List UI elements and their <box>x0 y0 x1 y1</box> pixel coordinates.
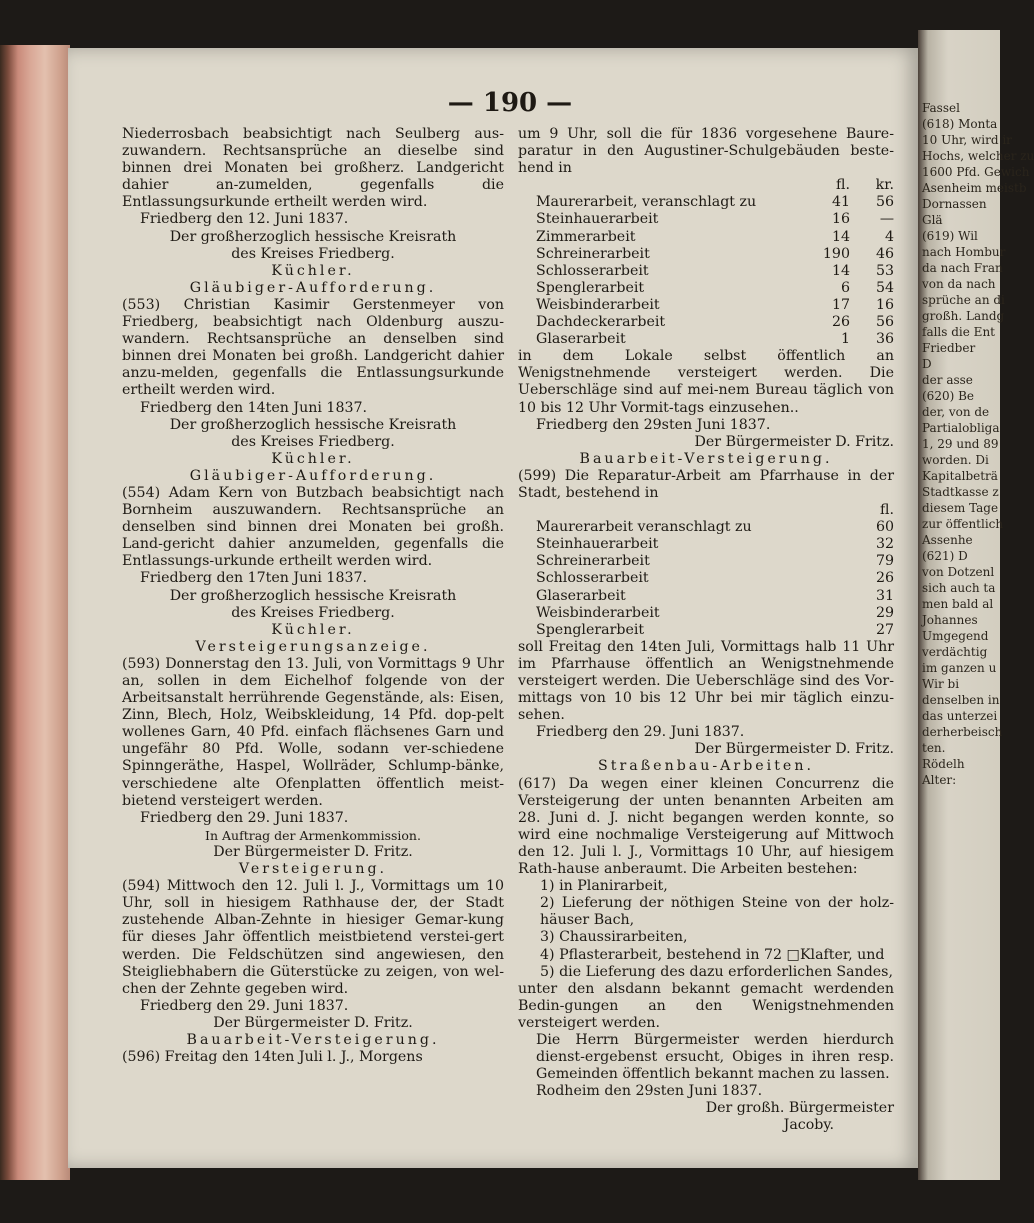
work-kr: 4 <box>884 228 894 245</box>
text-fragment: men bald al <box>922 597 994 611</box>
work-label: Steinhauerarbeit <box>536 536 659 553</box>
signature-line: Der großherzoglich hessische Kreisrath <box>169 587 457 604</box>
text-fragment: Hochs, welcher zu <box>922 149 1034 163</box>
signature-line: Der großherzoglich hessische Kreisrath <box>169 228 457 245</box>
work-label: Glaserarbeit <box>536 587 626 604</box>
book-edge <box>0 45 70 1180</box>
work-kr: 46 <box>875 245 894 262</box>
list-item: 2) Lieferung der nöthigen Steine von der holz-häuser Bach, <box>540 895 894 929</box>
commission-line: In Auftrag der Armenkommission. <box>205 827 421 843</box>
work-fl: 27 <box>875 621 894 638</box>
text-fragment: Glä <box>922 213 943 227</box>
works-list-1 <box>518 194 894 348</box>
work-fl: 14 <box>831 262 850 279</box>
table-row <box>518 553 894 570</box>
currency-header-kr: kr. <box>875 177 894 194</box>
text-fragment: das unterzei <box>922 709 998 723</box>
next-page-edge <box>918 30 1034 1180</box>
text-fragment: der asse <box>922 373 973 387</box>
table-row <box>518 280 894 297</box>
table-row <box>518 605 894 622</box>
work-label: Steinhauerarbeit <box>536 211 659 228</box>
table-header <box>518 177 894 194</box>
page-number: — 190 — <box>447 88 573 118</box>
table-row <box>518 519 894 536</box>
work-label: Schreinerarbeit <box>536 245 650 262</box>
right-column <box>518 126 894 1135</box>
text-fragment: 10 Uhr, wird ir <box>922 133 1012 147</box>
text-fragment: nach Hombur <box>922 245 1006 259</box>
work-fl: 41 <box>831 194 850 211</box>
text-paragraph: in dem Lokale selbst öffentlich an Wenigstnehmende versteigert werden. Die Ueberschläge sind auf mei-nem Bureau täglich von 10 bis 12 Uhr Vormit-tags einzusehen.. <box>518 348 894 416</box>
work-kr: 54 <box>875 279 894 296</box>
section-heading: Versteigerungsanzeige. <box>195 638 431 655</box>
date-line: Rodheim den 29sten Juni 1837. <box>536 1083 763 1100</box>
text-fragment: Dornassen <box>922 197 987 211</box>
text-fragment: 1, 29 und 89 <box>922 437 999 451</box>
text-paragraph: um 9 Uhr, soll die für 1836 vorgesehene Baure-paratur in den Augustiner-Schulgebäuden beste-hend in <box>518 126 894 177</box>
table-row <box>518 194 894 211</box>
works-list-2 <box>518 519 894 639</box>
date-line: Friedberg den 12. Juni 1837. <box>140 211 349 228</box>
text-fragment: worden. Di <box>922 453 989 467</box>
work-label: Spenglerarbeit <box>536 279 645 296</box>
text-paragraph: (596) Freitag den 14ten Juli l. J., Morgens <box>122 1049 423 1066</box>
text-paragraph: unter den alsdann bekannt gemacht werdenden Bedin-gungen an den Wenigstnehmenden versteigert werden. <box>518 980 894 1031</box>
date-line: Friedberg den 29sten Juni 1837. <box>536 416 771 433</box>
text-fragment: Rödelh <box>922 757 965 771</box>
work-label: Weisbinderarbeit <box>536 296 660 313</box>
text-fragment: (619) Wil <box>922 229 978 243</box>
work-label: Maurerarbeit, veranschlagt zu <box>536 194 757 211</box>
table-row <box>518 622 894 639</box>
text-fragment: sich auch ta <box>922 581 996 595</box>
work-kr: 56 <box>875 194 894 211</box>
text-paragraph: Die Herrn Bürgermeister werden hierdurch dienst-ergebenst ersucht, Obiges in ihren resp. Gemeinden öffentlich bekannt machen zu lassen. <box>536 1031 894 1083</box>
table-row <box>518 314 894 331</box>
work-fl: 31 <box>875 587 894 604</box>
list-item: 1) in Planirarbeit, <box>540 878 668 895</box>
signature-name: Jacoby. <box>783 1117 834 1134</box>
work-label: Zimmerarbeit <box>536 228 636 245</box>
work-fl: 79 <box>875 553 894 570</box>
section-heading: Bauarbeit-Versteigerung. <box>579 450 833 467</box>
signature-name: Küchler. <box>271 621 355 638</box>
text-fragment: Johannes <box>922 613 978 627</box>
text-fragment: denselben in <box>922 693 1000 707</box>
signature-line: Der großherzoglich hessische Kreisrath <box>169 416 457 433</box>
text-fragment: sprüche an di <box>922 293 1005 307</box>
work-label: Maurerarbeit veranschlagt zu <box>536 519 752 536</box>
work-fl: 14 <box>831 228 850 245</box>
table-header <box>518 502 894 519</box>
table-row <box>518 229 894 246</box>
date-line: Friedberg den 29. Juni 1837. <box>536 724 745 741</box>
left-column <box>122 126 504 1066</box>
text-fragment: Umgegend <box>922 629 989 643</box>
text-paragraph: (617) Da wegen einer kleinen Concurrenz die Versteigerung der unten benannten Arbeiten am 28. Juni d. J. nicht begangen werden konnte, so wird eine nochmalige Versteigerung auf Mittwoch den 12. Juli l. J., Vormittags 10 Uhr, auf hiesigem Rath-hause anberaumt. Die Arbeiten bestehen: <box>518 775 894 878</box>
signature-line: Der großh. Bürgermeister <box>705 1100 894 1117</box>
text-paragraph: Niederrosbach beabsichtigt nach Seulberg aus-zuwandern. Rechtsansprüche an dieselbe sind binnen drei Monaten bei großherz. Landgericht dahier an-zumelden, gegenfalls die Entlassungsurkunde ertheilt werden wird. <box>122 126 504 211</box>
text-fragment: D <box>922 357 932 371</box>
text-fragment: Partialobliga <box>922 421 1000 435</box>
work-kr: 16 <box>875 296 894 313</box>
work-label: Spenglerarbeit <box>536 621 645 638</box>
table-row <box>518 263 894 280</box>
text-paragraph: (599) Die Reparatur-Arbeit am Pfarrhause in der Stadt, bestehend in <box>518 467 894 501</box>
text-fragment: ten. <box>922 741 946 755</box>
work-fl: 60 <box>875 519 894 536</box>
signature-line: Der Bürgermeister D. Fritz. <box>694 741 894 758</box>
work-label: Schreinerarbeit <box>536 553 650 570</box>
text-fragment: großh. Landg <box>922 309 1005 323</box>
text-fragment: im ganzen u <box>922 661 997 675</box>
signature-name: Küchler. <box>271 450 355 467</box>
text-fragment: (618) Monta <box>922 117 998 131</box>
section-heading: Gläubiger-Aufforderung. <box>189 467 437 484</box>
text-paragraph: (593) Donnerstag den 13. Juli, von Vormittags 9 Uhr an, sollen in dem Eichelhof folgende von der Arbeitsanstalt herrührende Gegenstände, als: Eisen, Zinn, Blech, Holz, Weibskleidung, 14 Pfd. dop-pelt wollenes Garn, 40 Pfd. einfach flächsenes Garn und ungefähr 80 Pfd. Wolle, sodann ver-schiedene Spinngeräthe, Haspel, Wollräder, Schlump-bänke, verschiedene alte Ofenplatten öffentlich meist-bietend versteigert werden. <box>122 655 504 809</box>
work-kr: — <box>879 211 894 228</box>
text-fragment: Stadtkasse z <box>922 485 999 499</box>
date-line: Friedberg den 14ten Juni 1837. <box>140 399 368 416</box>
text-fragment: 1600 Pfd. Gewich <box>922 165 1030 179</box>
section-heading: Gläubiger-Aufforderung. <box>189 279 437 296</box>
signature-name: Küchler. <box>271 262 355 279</box>
list-item: 3) Chaussirarbeiten, <box>540 929 688 946</box>
work-fl: 1 <box>840 331 850 348</box>
table-row <box>518 570 894 587</box>
work-label: Weisbinderarbeit <box>536 604 660 621</box>
table-row <box>518 246 894 263</box>
text-fragment: von Dotzenl <box>922 565 995 579</box>
work-fl: 190 <box>822 245 850 262</box>
text-fragment: (620) Be <box>922 389 975 403</box>
text-paragraph: (553) Christian Kasimir Gerstenmeyer von Friedberg, beabsichtigt nach Oldenburg auszu-wandern. Rechtsansprüche an denselben sind binnen drei Monaten bei großh. Landgericht dahier anzu-melden, gegenfalls die Entlassungsurkunde ertheilt werden wird. <box>122 296 504 399</box>
work-label: Dachdeckerarbeit <box>536 314 666 331</box>
date-line: Friedberg den 17ten Juni 1837. <box>140 570 368 587</box>
table-row <box>518 211 894 228</box>
signature-line: des Kreises Friedberg. <box>231 604 395 621</box>
work-fl: 26 <box>875 570 894 587</box>
text-paragraph: (594) Mittwoch den 12. Juli l. J., Vormittags um 10 Uhr, soll in hiesigem Rathhause der, der Stadt zustehende Alban-Zehnte in hiesiger Gemar-kung für dieses Jahr öffentlich meistbietend verstei-gert werden. Die Feldschützen sind angewiesen, den Steigliebhabern die Güterstücke zu zeigen, von wel-chen der Zehnte gegeben wird. <box>122 878 504 997</box>
work-fl: 6 <box>840 279 850 296</box>
work-fl: 32 <box>875 536 894 553</box>
currency-header-fl: fl. <box>836 177 850 194</box>
currency-header-fl: fl. <box>880 502 894 519</box>
work-kr: 53 <box>875 262 894 279</box>
text-fragment: Assenhe <box>922 533 973 547</box>
section-heading: Bauarbeit-Versteigerung. <box>186 1031 440 1048</box>
work-fl: 17 <box>831 296 850 313</box>
section-heading: Versteigerung. <box>238 861 388 878</box>
work-fl: 26 <box>831 314 850 331</box>
text-fragment: derherbeisch <box>922 725 1003 739</box>
text-fragment: falls die Ent <box>922 325 995 339</box>
text-fragment: Wir bi <box>922 677 960 691</box>
text-fragment: da nach Fran <box>922 261 1003 275</box>
text-fragment: von da nach <box>922 277 996 291</box>
table-row <box>518 536 894 553</box>
work-label: Schlosserarbeit <box>536 570 649 587</box>
text-fragment: Asenheim meistb <box>922 181 1027 195</box>
work-label: Glaserarbeit <box>536 331 626 348</box>
text-paragraph: (554) Adam Kern von Butzbach beabsichtigt nach Bornheim auszuwandern. Rechtsansprüche an denselben sind binnen drei Monaten bei großh. Land-gericht dahier anzumelden, gegenfalls die Entlassungs-urkunde ertheilt werden wird. <box>122 484 504 570</box>
text-paragraph: soll Freitag den 14ten Juli, Vormittags halb 11 Uhr im Pfarrhause öffentlich an Wenigstnehmende versteigert werden. Die Ueberschläge sind des Vor-mittags von 10 bis 12 Uhr bei mir täglich einzu-sehen. <box>518 638 894 724</box>
work-kr: 36 <box>875 331 894 348</box>
text-fragment: Fassel <box>922 101 960 115</box>
date-line: Friedberg den 29. Juni 1837. <box>140 809 349 826</box>
text-fragment: der, von de <box>922 405 990 419</box>
text-fragment: Friedber <box>922 341 976 355</box>
text-fragment: zur öffentlich <box>922 517 1004 531</box>
signature-line: Der Bürgermeister D. Fritz. <box>694 433 894 450</box>
numbered-list <box>518 878 894 981</box>
signature-line: des Kreises Friedberg. <box>231 245 395 262</box>
text-fragment: verdächtig <box>922 645 988 659</box>
text-fragment: Alter: <box>922 773 957 787</box>
work-fl: 29 <box>875 604 894 621</box>
section-heading: Straßenbau-Arbeiten. <box>598 758 814 775</box>
list-item: 5) die Lieferung des dazu erforderlichen Sandes, <box>540 963 893 980</box>
date-line: Friedberg den 29. Juni 1837. <box>140 997 349 1014</box>
work-kr: 56 <box>875 314 894 331</box>
work-label: Schlosserarbeit <box>536 262 649 279</box>
signature-line: Der Bürgermeister D. Fritz. <box>213 843 413 860</box>
table-row <box>518 588 894 605</box>
next-page-text <box>922 100 1034 788</box>
text-fragment: diesem Tage <box>922 501 999 515</box>
signature-line: Der Bürgermeister D. Fritz. <box>213 1014 413 1031</box>
signature-line: des Kreises Friedberg. <box>231 433 395 450</box>
text-fragment: (621) D <box>922 549 968 563</box>
table-row <box>518 331 894 348</box>
table-row <box>518 297 894 314</box>
work-fl: 16 <box>831 211 850 228</box>
list-item: 4) Pflasterarbeit, bestehend in 72 □Klafter, und <box>540 946 885 963</box>
text-fragment: Kapitalbeträ <box>922 469 998 483</box>
